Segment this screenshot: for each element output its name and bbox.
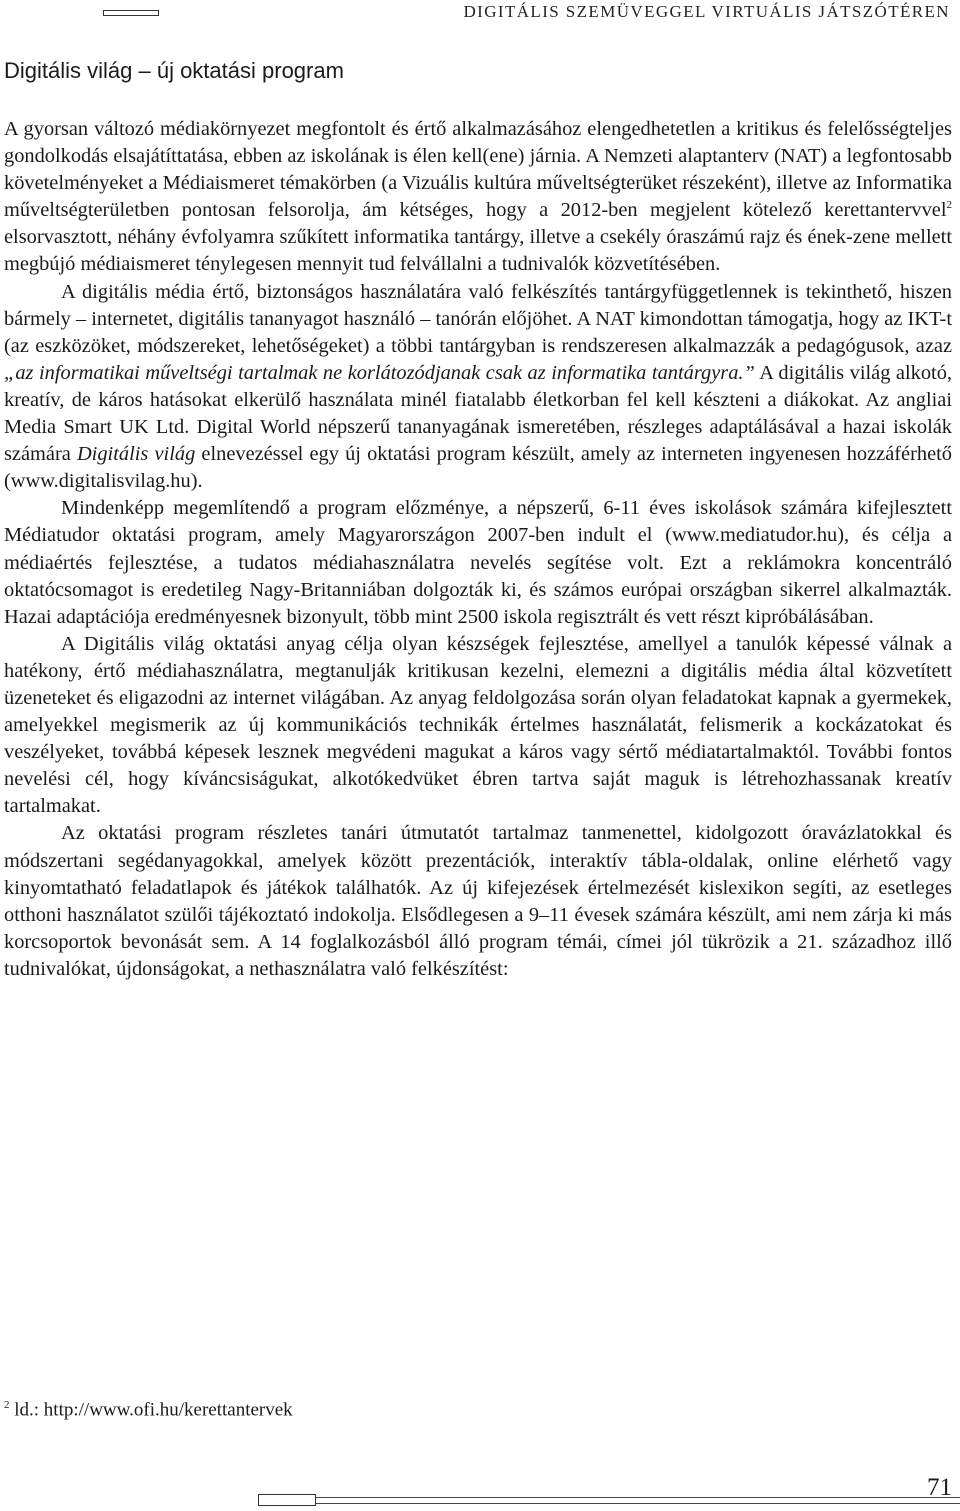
footer-ornament [258, 1494, 316, 1506]
paragraph-1-part-a: A gyorsan változó médiakörnyezet megfontolt és értő alkalmazásához elengedhetetlen a kritikus és felelősségteljes gondolkodás elsajátíttatása, ebben az iskolának is élen kell(ene) járnia. A Nemzeti alaptanterv (NAT) a legfontosabb követelményeket a Médiaismeret témakörben (a Vizuális kultúra műveltségterüket részeként), illetve az Informatika műveltségterületben pontosan felsorolja, ám kétséges, hogy a 2012-ben megjelent kötelező kerettantervvel [4, 118, 952, 222]
footnote [4, 1399, 293, 1421]
section-title: Digitális világ – új oktatási program [4, 58, 344, 83]
paragraph-2-part-a: A digitális média értő, biztonságos használatára való felkészítés tantárgyfüggetlennek is tekinthető, hiszen bármely – internetet, digitális tananyagot használó – tanórán előjöhet. A NAT kimondottan támogatja, hogy az IKT-t (az eszközöket, módszereket, lehetőségeket) a többi tantárgyban is rendszeresen alkalmazzák a pedagógusok, azaz [4, 280, 952, 357]
paragraph-4: A Digitális világ oktatási anyag célja olyan készségek fejlesztése, amellyel a tanulók képessé válnak a hatékony, értő médiahasználatra, megtanulják kritikusan kezelni, elemezni a digitális média által közvetített üzeneteket és eligazodni az internet világában. Az anyag feldolgozása során olyan feladatokat kapnak a gyermekek, amelyekkel megismerik az új kommunikációs technikák értelmes használatát, felismerik a kockázatokat és veszélyeket, továbbá képesek lesznek megvédeni magukat a káros vagy sértő médiatartalmaktól. További fontos nevelési cél, hogy kíváncsiságukat, alkotókedvüket ébren tartva saját maguk is létrehozhassanak kreatív tartalmakat. [4, 632, 952, 818]
running-head: DIGITÁLIS SZEMÜVEGGEL VIRTUÁLIS JÁTSZÓTÉREN [463, 2, 950, 21]
footer-rule [258, 1497, 960, 1504]
paragraph-5: Az oktatási program részletes tanári útmutatót tartalmaz tanmenettel, kidolgozott óravázlatokkal és módszertani segédanyagokkal, amelyek között prezentációk, interaktív tábla-oldalak, online elérhető vagy kinyomtatható feladatlapok és játékok találhatók. Az új kifejezések értelmezését kislexikon segíti, az esetleges otthoni használatot szülői tájékoztató indokolja. Elsődlegesen a 9–11 évesek számára készült, ami nem zárja ki más korcsoportok bevonását sem. A 14 foglalkozásból álló program témái, címei jól tükrözik a 21. századhoz illő tudnivalókat, újdonságokat, a nethasználatra való felkészítést: [4, 822, 952, 980]
paragraph-1-part-b: elsorvasztott, néhány évfolyamra szűkített informatika tantárgy, illetve a csekély óraszámú rajz és ének-zene mellett megbújó médiaismeret ténylegesen mennyit tud felvállalni a tudnivalók közvetítésében. [4, 226, 952, 276]
footnote-text: ld.: http://www.ofi.hu/kerettantervek [9, 1399, 293, 1421]
header-ornament [103, 10, 159, 16]
body-text [4, 116, 952, 983]
program-title: Digitális világ [76, 443, 196, 466]
paragraph-1 [4, 116, 952, 279]
paragraph-2-part-b: A digitális világ alkotó, kreatív, de káros hatásokat elkerülő használata minél fiatalabb életkorban fel kell készteni a diákokat. Az angliai Media Smart UK Ltd. Digital World népszerű tananyagának ismeretében, részleges adaptálásával a hazai iskolák számára [4, 361, 952, 466]
footnote-number: 2 [4, 1399, 10, 1411]
paragraph-3: Mindenképp megemlítendő a program előzménye, a népszerű, 6-11 éves iskolások számára kifejlesztett Médiatudor oktatási program, amely Magyarországon 2007-ben indult el (www.mediatudor.hu), és célja a médiaértés fejlesztése, a tudatos médiahasználatra nevelés segítése volt. Ezt a reklámokra koncentráló oktatócsomagot is eredetileg Nagy-Britanniában dolgozták ki, és számos európai országban sikerrel alkalmazták. Hazai adaptációja eredményesnek bizonyult, több mint 2500 iskola regisztrált és vett részt kipróbálásában. [4, 497, 952, 628]
nat-quote: „az informatikai műveltségi tartalmak ne korlátozódjanak csak az informatika tantárgyra.” [4, 361, 755, 384]
footnote-reference: 2 [946, 199, 952, 212]
page-number: 71 [927, 1474, 952, 1501]
paragraph-2 [4, 279, 952, 496]
paragraph-2-part-c: elnevezéssel egy új oktatási program készült, amely az interneten ingyenesen hozzáférhető (www.digitalisvilag.hu). [4, 443, 953, 493]
